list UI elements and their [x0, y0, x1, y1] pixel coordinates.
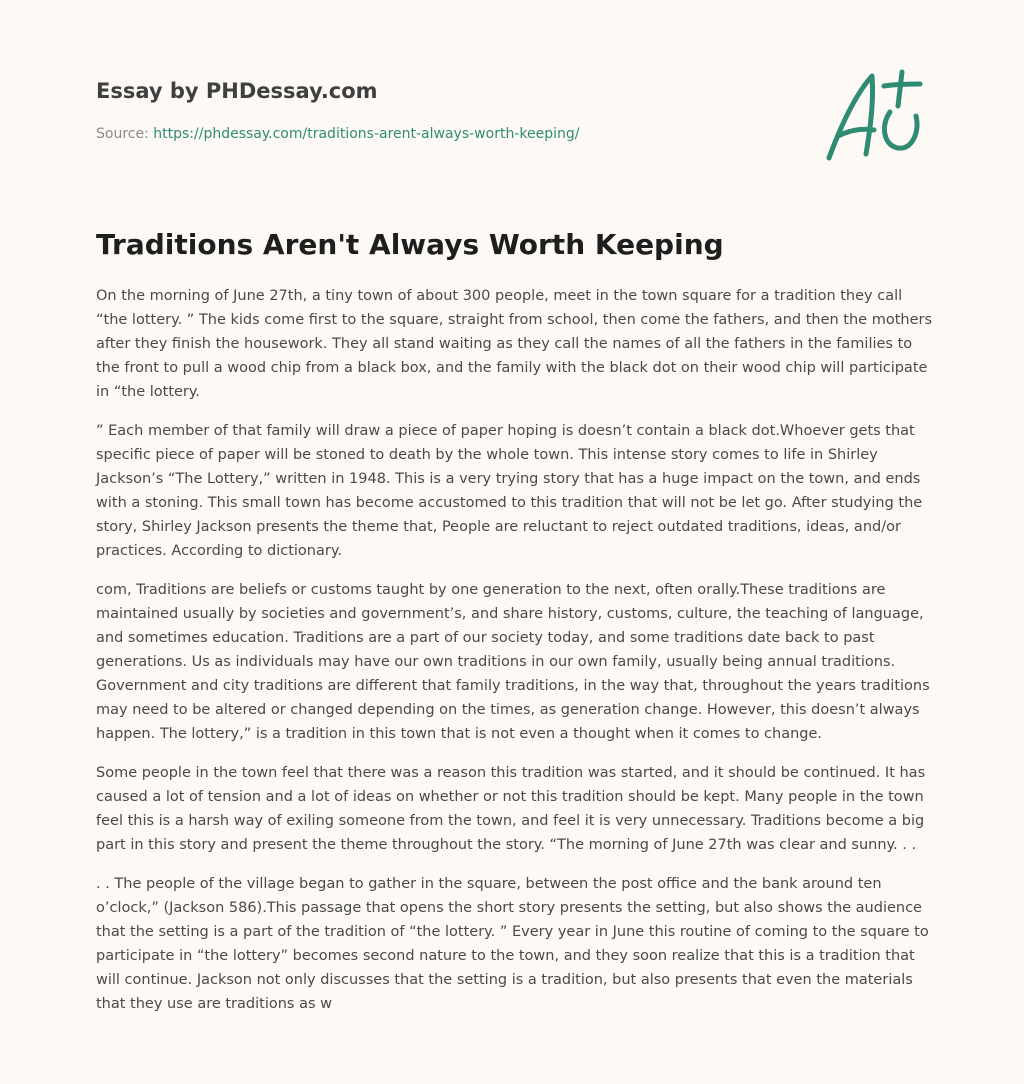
essay-body: [96, 284, 932, 1031]
essay-paragraph: com, Traditions are beliefs or customs taught by one generation to the next, often orally.These traditions are maintained usually by societies and government’s, and share history, customs, culture, the teaching of language, and sometimes education. Traditions are a part of our society today, and some traditions date back to past generations. Us as individuals may have our own traditions in our own family, usually being annual traditions. Government and city traditions are different that family traditions, in the way that, throughout the years traditions may need to be altered or changed depending on the times, as generation change. However, this doesn’t always happen. The lottery,” is a tradition in this town that is not even a thought when it comes to change.: [96, 582, 930, 742]
source-label: Source:: [96, 126, 149, 142]
source-line: [96, 124, 579, 144]
essay-paragraph: ” Each member of that family will draw a piece of paper hoping is doesn’t contain a black dot.Whoever gets that specific piece of paper will be stoned to death by the whole town. This intense story comes to life in Shirley Jackson’s “The Lottery,” written in 1948. This is a very trying story that has a huge impact on the town, and ends with a stoning. This small town has become accustomed to this tradition that will not be let go. After studying the story, Shirley Jackson presents the theme that, People are reluctant to reject outdated traditions, ideas, and/or practices. According to dictionary.: [96, 423, 923, 559]
essay-title: Traditions Aren't Always Worth Keeping: [96, 228, 724, 261]
essay-paragraph: On the morning of June 27th, a tiny town of about 300 people, meet in the town square for a tradition they call “the lottery. ” The kids come first to the square, straight from school, then come the fathers, and then the mothers after they finish the housework. They all stand waiting as they call the names of all the fathers in the families to the front to pull a wood chip from a black box, and the family with the black dot on their wood chip will participate in “the lottery.: [96, 288, 933, 400]
essay-paragraph: Some people in the town feel that there was a reason this tradition was started, and it should be continued. It has caused a lot of tension and a lot of ideas on whether or not this tradition should be kept. Many people in the town feel this is a harsh way of exiling someone from the town, and feel it is very unnecessary. Traditions become a big part in this story and present the theme throughout the story. “The morning of June 27th was clear and sunny. . .: [96, 765, 926, 853]
essay-paragraph: . . The people of the village began to gather in the square, between the post office and the bank around ten o’clock,” (Jackson 586).This passage that opens the short story presents the setting, but also shows the audience that the setting is a part of the tradition of “the lottery. ” Every year in June this routine of coming to the square to participate in “the lottery” becomes second nature to the town, and they soon realize that this is a tradition that will continue. Jackson not only discusses that the setting is a tradition, but also presents that even the materials that they use are traditions as w: [96, 876, 929, 1012]
source-link[interactable]: https://phdessay.com/traditions-arent-always-worth-keeping/: [153, 126, 580, 142]
a-plus-logo-icon: [820, 66, 930, 166]
site-brand: Essay by PHDessay.com: [96, 79, 378, 103]
